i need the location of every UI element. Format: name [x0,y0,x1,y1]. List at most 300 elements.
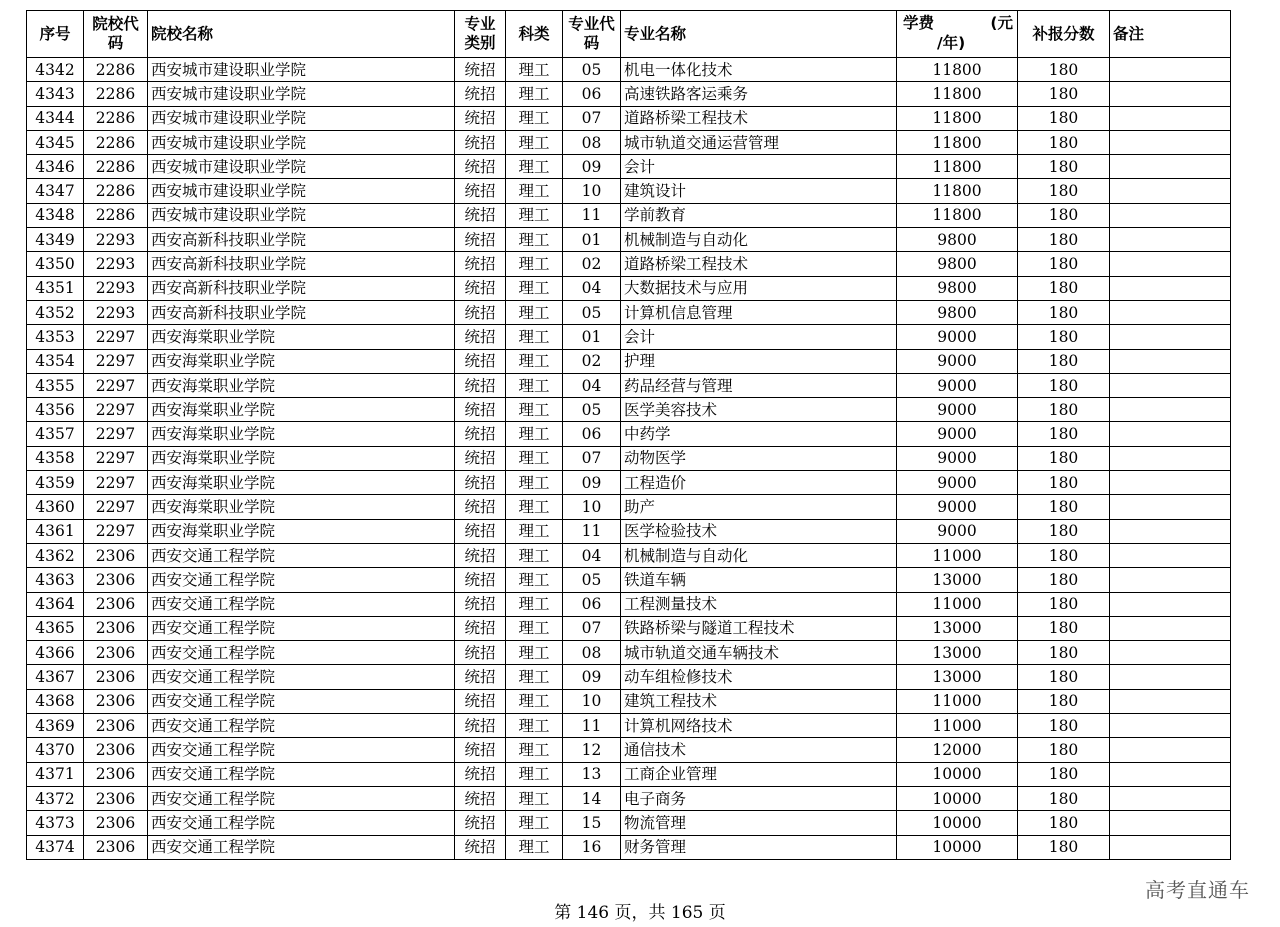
cell-seq: 4373 [27,811,84,835]
cell-seq: 4371 [27,762,84,786]
cell-remark [1110,519,1231,543]
cell-school-code: 2293 [84,276,148,300]
cell-major-code: 10 [563,179,621,203]
cell-seq: 4354 [27,349,84,373]
cell-fee: 9000 [897,495,1018,519]
cell-major-name: 铁道车辆 [621,568,897,592]
cell-category: 统招 [455,568,506,592]
cell-remark [1110,106,1231,130]
cell-school-name: 西安海棠职业学院 [148,325,455,349]
cell-score: 180 [1018,422,1110,446]
cell-school-code: 2293 [84,228,148,252]
cell-fee: 11800 [897,58,1018,82]
table-row [27,471,1231,495]
table-row [27,398,1231,422]
cell-school-code: 2286 [84,82,148,106]
cell-school-code: 2297 [84,422,148,446]
cell-score: 180 [1018,543,1110,567]
cell-category: 统招 [455,665,506,689]
cell-fee: 9000 [897,325,1018,349]
cell-school-name: 西安城市建设职业学院 [148,130,455,154]
cell-category: 统招 [455,762,506,786]
cell-seq: 4364 [27,592,84,616]
cell-category: 统招 [455,276,506,300]
cell-school-name: 西安城市建设职业学院 [148,106,455,130]
cell-category: 统招 [455,738,506,762]
cell-major-name: 城市轨道交通运营管理 [621,130,897,154]
cell-major-name: 药品经营与管理 [621,373,897,397]
cell-seq: 4366 [27,641,84,665]
cell-fee: 13000 [897,616,1018,640]
table-row [27,276,1231,300]
cell-score: 180 [1018,835,1110,859]
cell-subject: 理工 [506,835,563,859]
cell-major-code: 05 [563,568,621,592]
cell-subject: 理工 [506,373,563,397]
cell-score: 180 [1018,762,1110,786]
cell-fee: 11800 [897,203,1018,227]
cell-subject: 理工 [506,471,563,495]
cell-remark [1110,422,1231,446]
cell-score: 180 [1018,811,1110,835]
cell-subject: 理工 [506,811,563,835]
cell-category: 统招 [455,398,506,422]
cell-category: 统招 [455,786,506,810]
cell-score: 180 [1018,276,1110,300]
header-school-name: 院校名称 [148,11,455,58]
cell-score: 180 [1018,398,1110,422]
cell-category: 统招 [455,349,506,373]
table-row [27,349,1231,373]
cell-remark [1110,835,1231,859]
table-row [27,665,1231,689]
table-row [27,543,1231,567]
page-number: 第 146 页，共 165 页 [554,903,726,923]
header-score: 补报分数 [1018,11,1110,58]
cell-school-code: 2306 [84,616,148,640]
cell-school-name: 西安交通工程学院 [148,786,455,810]
cell-major-code: 13 [563,762,621,786]
cell-seq: 4353 [27,325,84,349]
cell-major-code: 09 [563,155,621,179]
cell-major-name: 动车组检修技术 [621,665,897,689]
cell-seq: 4350 [27,252,84,276]
cell-major-name: 工程造价 [621,471,897,495]
cell-score: 180 [1018,616,1110,640]
cell-school-name: 西安交通工程学院 [148,762,455,786]
cell-school-code: 2306 [84,786,148,810]
cell-subject: 理工 [506,276,563,300]
cell-school-name: 西安海棠职业学院 [148,446,455,470]
cell-seq: 4357 [27,422,84,446]
cell-major-name: 大数据技术与应用 [621,276,897,300]
cell-major-name: 动物医学 [621,446,897,470]
cell-fee: 9800 [897,300,1018,324]
cell-fee: 9000 [897,398,1018,422]
cell-subject: 理工 [506,252,563,276]
cell-school-name: 西安城市建设职业学院 [148,203,455,227]
cell-score: 180 [1018,786,1110,810]
cell-major-name: 铁路桥梁与隧道工程技术 [621,616,897,640]
cell-school-code: 2297 [84,446,148,470]
cell-score: 180 [1018,714,1110,738]
cell-major-code: 11 [563,203,621,227]
cell-major-name: 高速铁路客运乘务 [621,82,897,106]
cell-school-code: 2286 [84,179,148,203]
cell-subject: 理工 [506,762,563,786]
cell-fee: 9000 [897,422,1018,446]
table-row [27,446,1231,470]
cell-major-code: 10 [563,495,621,519]
cell-fee: 11000 [897,689,1018,713]
cell-category: 统招 [455,543,506,567]
cell-fee: 10000 [897,811,1018,835]
table-body [27,58,1231,860]
cell-fee: 13000 [897,665,1018,689]
cell-remark [1110,82,1231,106]
table-row [27,738,1231,762]
cell-remark [1110,641,1231,665]
cell-remark [1110,349,1231,373]
cell-fee: 9000 [897,373,1018,397]
cell-fee: 9800 [897,252,1018,276]
cell-category: 统招 [455,616,506,640]
cell-score: 180 [1018,349,1110,373]
cell-school-name: 西安海棠职业学院 [148,373,455,397]
cell-remark [1110,179,1231,203]
cell-major-code: 14 [563,786,621,810]
cell-school-name: 西安城市建设职业学院 [148,179,455,203]
cell-school-code: 2306 [84,689,148,713]
cell-category: 统招 [455,446,506,470]
cell-seq: 4358 [27,446,84,470]
cell-score: 180 [1018,179,1110,203]
cell-score: 180 [1018,106,1110,130]
cell-seq: 4356 [27,398,84,422]
cell-school-name: 西安高新科技职业学院 [148,300,455,324]
cell-school-name: 西安交通工程学院 [148,714,455,738]
table-row [27,130,1231,154]
cell-school-code: 2286 [84,130,148,154]
cell-category: 统招 [455,592,506,616]
cell-major-name: 通信技术 [621,738,897,762]
cell-score: 180 [1018,252,1110,276]
cell-remark [1110,786,1231,810]
cell-major-code: 02 [563,252,621,276]
cell-major-code: 07 [563,106,621,130]
cell-seq: 4346 [27,155,84,179]
cell-major-name: 电子商务 [621,786,897,810]
cell-seq: 4345 [27,130,84,154]
cell-fee: 11800 [897,179,1018,203]
cell-major-code: 07 [563,616,621,640]
cell-major-code: 09 [563,665,621,689]
cell-major-name: 机电一体化技术 [621,58,897,82]
cell-score: 180 [1018,203,1110,227]
cell-major-name: 物流管理 [621,811,897,835]
cell-major-code: 04 [563,373,621,397]
header-fee-unit-b: /年) [937,34,966,52]
cell-school-code: 2306 [84,665,148,689]
cell-remark [1110,592,1231,616]
table-row [27,714,1231,738]
cell-subject: 理工 [506,738,563,762]
cell-fee: 11800 [897,82,1018,106]
cell-fee: 10000 [897,762,1018,786]
cell-major-code: 01 [563,325,621,349]
cell-score: 180 [1018,130,1110,154]
table-row [27,155,1231,179]
cell-fee: 11000 [897,543,1018,567]
cell-major-name: 城市轨道交通车辆技术 [621,641,897,665]
table-row [27,82,1231,106]
cell-fee: 11000 [897,592,1018,616]
cell-fee: 9000 [897,471,1018,495]
cell-major-name: 会计 [621,155,897,179]
cell-subject: 理工 [506,543,563,567]
cell-school-code: 2297 [84,373,148,397]
cell-school-name: 西安交通工程学院 [148,835,455,859]
cell-school-code: 2293 [84,300,148,324]
cell-school-name: 西安高新科技职业学院 [148,228,455,252]
cell-major-name: 会计 [621,325,897,349]
cell-remark [1110,155,1231,179]
cell-category: 统招 [455,58,506,82]
cell-major-code: 07 [563,446,621,470]
cell-school-code: 2306 [84,762,148,786]
cell-subject: 理工 [506,689,563,713]
cell-major-name: 道路桥梁工程技术 [621,106,897,130]
cell-major-code: 05 [563,300,621,324]
cell-major-name: 医学检验技术 [621,519,897,543]
cell-remark [1110,252,1231,276]
cell-category: 统招 [455,300,506,324]
cell-school-code: 2297 [84,495,148,519]
cell-subject: 理工 [506,616,563,640]
cell-school-code: 2286 [84,106,148,130]
cell-remark [1110,373,1231,397]
cell-major-name: 助产 [621,495,897,519]
cell-school-name: 西安交通工程学院 [148,738,455,762]
cell-seq: 4370 [27,738,84,762]
cell-seq: 4348 [27,203,84,227]
cell-score: 180 [1018,519,1110,543]
cell-major-name: 建筑设计 [621,179,897,203]
cell-major-code: 04 [563,276,621,300]
cell-remark [1110,543,1231,567]
cell-school-code: 2306 [84,592,148,616]
cell-fee: 11800 [897,106,1018,130]
cell-score: 180 [1018,641,1110,665]
cell-subject: 理工 [506,714,563,738]
cell-score: 180 [1018,446,1110,470]
cell-score: 180 [1018,592,1110,616]
cell-remark [1110,762,1231,786]
cell-seq: 4367 [27,665,84,689]
cell-subject: 理工 [506,349,563,373]
cell-school-code: 2297 [84,471,148,495]
table-row [27,786,1231,810]
cell-school-code: 2297 [84,349,148,373]
cell-fee: 13000 [897,641,1018,665]
cell-remark [1110,276,1231,300]
cell-school-name: 西安高新科技职业学院 [148,252,455,276]
cell-major-name: 计算机网络技术 [621,714,897,738]
cell-school-name: 西安交通工程学院 [148,616,455,640]
cell-seq: 4374 [27,835,84,859]
cell-seq: 4349 [27,228,84,252]
header-major-name: 专业名称 [621,11,897,58]
cell-category: 统招 [455,106,506,130]
table-row [27,568,1231,592]
header-fee [897,11,1018,58]
table-row [27,641,1231,665]
cell-subject: 理工 [506,203,563,227]
cell-school-code: 2286 [84,203,148,227]
cell-major-name: 机械制造与自动化 [621,228,897,252]
cell-major-name: 工程测量技术 [621,592,897,616]
cell-score: 180 [1018,300,1110,324]
cell-category: 统招 [455,714,506,738]
cell-school-code: 2297 [84,519,148,543]
cell-seq: 4361 [27,519,84,543]
cell-remark [1110,325,1231,349]
cell-seq: 4352 [27,300,84,324]
cell-subject: 理工 [506,446,563,470]
cell-seq: 4368 [27,689,84,713]
cell-subject: 理工 [506,786,563,810]
cell-major-name: 护理 [621,349,897,373]
table-row [27,422,1231,446]
cell-major-code: 09 [563,471,621,495]
cell-major-name: 道路桥梁工程技术 [621,252,897,276]
cell-category: 统招 [455,519,506,543]
cell-school-name: 西安海棠职业学院 [148,495,455,519]
table-row [27,519,1231,543]
cell-remark [1110,714,1231,738]
header-fee-unit-a: (元 [990,14,1013,32]
cell-school-code: 2306 [84,714,148,738]
table-row [27,835,1231,859]
cell-subject: 理工 [506,398,563,422]
cell-school-name: 西安交通工程学院 [148,543,455,567]
header-seq: 序号 [27,11,84,58]
cell-category: 统招 [455,203,506,227]
cell-school-code: 2297 [84,325,148,349]
cell-seq: 4360 [27,495,84,519]
cell-category: 统招 [455,228,506,252]
cell-seq: 4362 [27,543,84,567]
table-row [27,762,1231,786]
table-row [27,495,1231,519]
cell-score: 180 [1018,325,1110,349]
cell-major-name: 建筑工程技术 [621,689,897,713]
cell-subject: 理工 [506,495,563,519]
cell-category: 统招 [455,252,506,276]
cell-seq: 4365 [27,616,84,640]
table-row [27,58,1231,82]
cell-seq: 4347 [27,179,84,203]
cell-major-code: 02 [563,349,621,373]
cell-category: 统招 [455,811,506,835]
cell-category: 统招 [455,471,506,495]
cell-score: 180 [1018,82,1110,106]
cell-major-code: 11 [563,519,621,543]
table-row [27,179,1231,203]
table-row [27,228,1231,252]
cell-remark [1110,665,1231,689]
cell-remark [1110,616,1231,640]
cell-major-code: 10 [563,689,621,713]
cell-score: 180 [1018,155,1110,179]
cell-remark [1110,300,1231,324]
cell-fee: 11800 [897,155,1018,179]
cell-major-code: 05 [563,58,621,82]
cell-school-name: 西安城市建设职业学院 [148,82,455,106]
cell-score: 180 [1018,58,1110,82]
cell-subject: 理工 [506,106,563,130]
cell-major-name: 学前教育 [621,203,897,227]
cell-school-name: 西安海棠职业学院 [148,398,455,422]
cell-subject: 理工 [506,641,563,665]
cell-major-code: 06 [563,592,621,616]
cell-fee: 9800 [897,228,1018,252]
cell-seq: 4355 [27,373,84,397]
cell-category: 统招 [455,495,506,519]
header-fee-label: 学费 [903,14,935,32]
cell-school-code: 2293 [84,252,148,276]
cell-school-code: 2286 [84,155,148,179]
cell-school-name: 西安海棠职业学院 [148,349,455,373]
watermark-text: 高考直通车 [1145,878,1250,902]
cell-major-code: 11 [563,714,621,738]
table-row [27,373,1231,397]
cell-remark [1110,446,1231,470]
cell-category: 统招 [455,835,506,859]
cell-remark [1110,58,1231,82]
header-school-code: 院校代码 [84,11,148,58]
cell-seq: 4363 [27,568,84,592]
cell-fee: 10000 [897,835,1018,859]
cell-major-code: 04 [563,543,621,567]
cell-score: 180 [1018,665,1110,689]
cell-school-name: 西安城市建设职业学院 [148,155,455,179]
cell-school-code: 2306 [84,543,148,567]
cell-remark [1110,495,1231,519]
cell-school-code: 2297 [84,398,148,422]
cell-major-code: 05 [563,398,621,422]
cell-remark [1110,689,1231,713]
cell-remark [1110,568,1231,592]
cell-fee: 9000 [897,349,1018,373]
cell-school-name: 西安交通工程学院 [148,568,455,592]
cell-major-name: 工商企业管理 [621,762,897,786]
cell-score: 180 [1018,471,1110,495]
cell-school-code: 2306 [84,568,148,592]
cell-fee: 12000 [897,738,1018,762]
cell-school-name: 西安交通工程学院 [148,689,455,713]
cell-score: 180 [1018,689,1110,713]
cell-remark [1110,811,1231,835]
cell-subject: 理工 [506,422,563,446]
cell-major-name: 中药学 [621,422,897,446]
cell-fee: 10000 [897,786,1018,810]
cell-category: 统招 [455,82,506,106]
cell-major-code: 01 [563,228,621,252]
cell-major-code: 12 [563,738,621,762]
cell-score: 180 [1018,568,1110,592]
cell-school-name: 西安交通工程学院 [148,665,455,689]
